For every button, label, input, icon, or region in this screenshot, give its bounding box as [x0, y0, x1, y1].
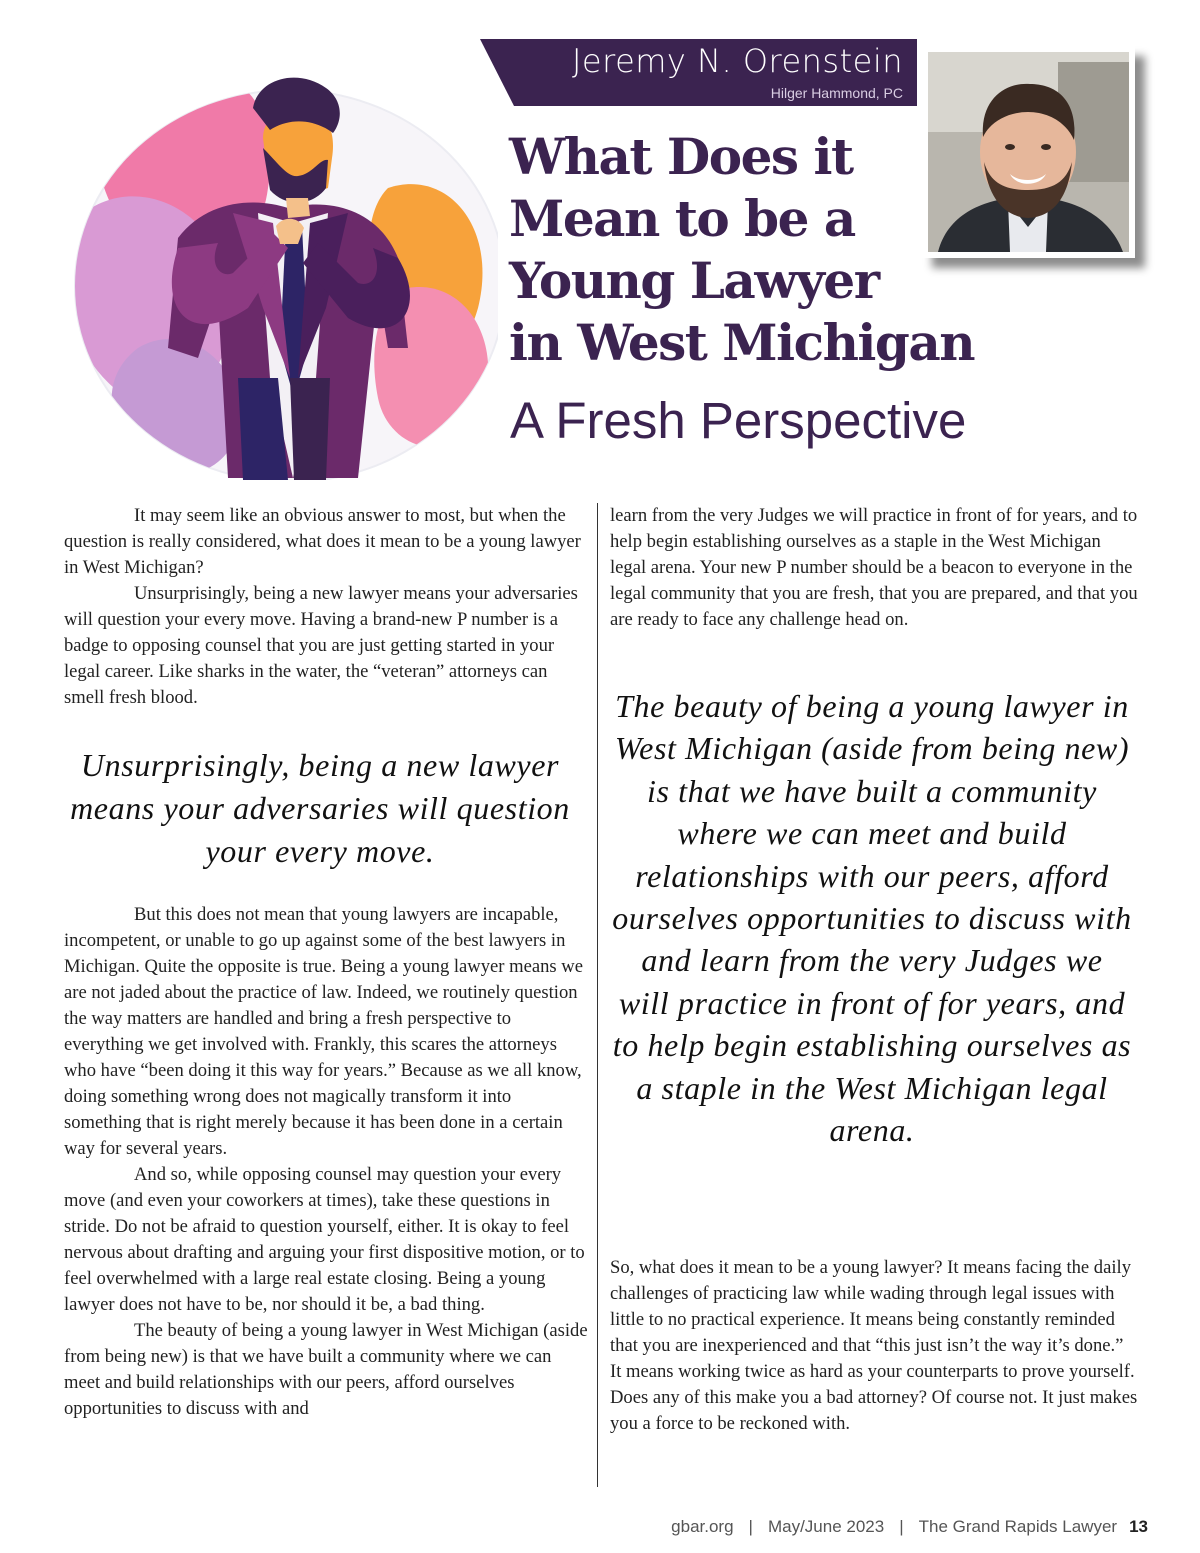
- title-line: What Does it: [509, 127, 853, 186]
- footer-separator: |: [748, 1517, 753, 1536]
- lawyer-illustration: [58, 48, 498, 480]
- right-column-bottom: [610, 1255, 1138, 1437]
- pull-quote-right: The beauty of being a young lawyer in West Michigan (aside from being new) is that we have built a community where we can meet and build relationships with our peers, afford ourselves opportunities to discuss with and learn from the very Judges we will practice in front of for years, and to help begin establishing ourselves as a staple in the West Michigan legal arena.: [612, 688, 1132, 1149]
- title-line: Mean to be a: [509, 189, 855, 248]
- page-footer: [671, 1517, 1148, 1537]
- footer-publication: The Grand Rapids Lawyer: [918, 1517, 1118, 1536]
- paragraph: And so, while opposing counsel may question your every move (and even your coworkers at times), take these questions in stride. Do not be afraid to question yourself, either. It is okay to feel nervous about drafting and arguing your first dispositive motion, or to feel overwhelmed with a large real estate closing. Being a young lawyer does not have to be, nor should it be, a bad thing.: [64, 1164, 585, 1315]
- footer-site: gbar.org: [671, 1517, 734, 1536]
- paragraph: But this does not mean that young lawyers are incapable, incompetent, or unable to go up against some of the best lawyers in Michigan. Quite the opposite is true. Being a young lawyer means we are not jaded about the practice of law. Indeed, we routinely question the way matters are handled and bring a fresh perspective to everything we get involved with. Frankly, this scares the attorneys who have “been doing it this way for years.” Because as we all know, doing something wrong does not magically transform it into something that is right merely because it has been done in a certain way for several years.: [64, 904, 583, 1159]
- article-title: [509, 126, 979, 374]
- page-number: 13: [1129, 1517, 1148, 1536]
- article-subtitle: A Fresh Perspective: [510, 392, 967, 449]
- byline-banner: [480, 39, 917, 106]
- author-firm: Hilger Hammond, PC: [770, 85, 903, 101]
- lawyer-illustration-art: [58, 48, 498, 480]
- column-divider: [597, 503, 598, 1487]
- pull-quote-left: Unsurprisingly, being a new lawyer means your adversaries will question your every move.: [70, 747, 570, 869]
- footer-separator: |: [899, 1517, 904, 1536]
- right-column-top: [610, 503, 1138, 633]
- author-name: Jeremy N. Orenstein: [571, 42, 903, 80]
- paragraph: The beauty of being a young lawyer in West Michigan (aside from being new) is that we have built a community where we can meet and build relationships with our peers, afford ourselves opportunities to discuss with and: [64, 1320, 588, 1419]
- title-line: in West Michigan: [509, 313, 975, 372]
- left-column-top: [64, 503, 590, 711]
- footer-issue: May/June 2023: [767, 1517, 885, 1536]
- paragraph: Unsurprisingly, being a new lawyer means your adversaries will question your every move. Having a brand-new P number is a badge to opposing counsel that you are just getting started in your legal career. Like sharks in the water, the “veteran” attorneys can smell fresh blood.: [64, 583, 578, 708]
- paragraph: learn from the very Judges we will practice in front of for years, and to help begin establishing ourselves as a staple in the West Michigan legal arena. Your new P number should be a beacon to everyone in the legal community that you are fresh, that you are prepared, and that you are ready to face any challenge head on.: [610, 505, 1138, 630]
- paragraph: So, what does it mean to be a young lawyer? It means facing the daily challenges of practicing law while wading through legal issues with little to no practical experience. It means being constantly reminded that you are inexperienced and that “this just isn’t the way it’s done.” It means working twice as hard as your counterparts to prove yourself. Does any of this make you a bad attorney? Of course not. It just makes you a force to be reckoned with.: [610, 1257, 1138, 1434]
- title-line: Young Lawyer: [509, 251, 879, 310]
- left-column-bottom: [64, 902, 590, 1422]
- paragraph: It may seem like an obvious answer to most, but when the question is really considered, what does it mean to be a young lawyer in West Michigan?: [64, 505, 581, 578]
